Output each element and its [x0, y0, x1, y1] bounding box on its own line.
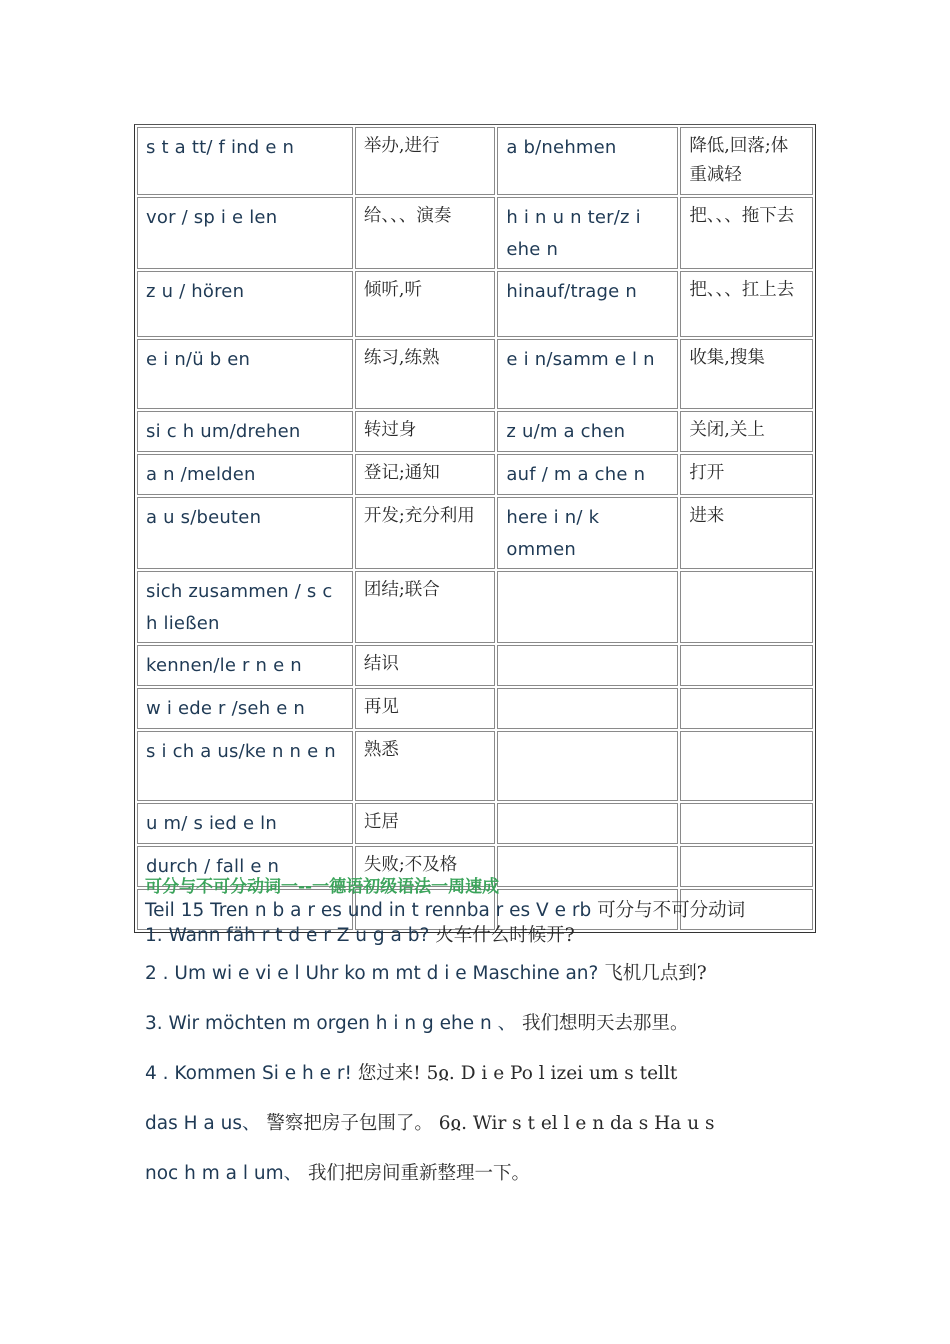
chinese-meaning-cell: 进来 [680, 497, 813, 569]
chinese-meaning-cell: 把、、、扛上去 [680, 271, 813, 337]
chinese-meaning-cell: 结识 [355, 645, 495, 686]
german-verb-cell: z u/m a chen [497, 411, 678, 452]
german-text: 1. Wann fäh r t d e r Z u g a b? [145, 925, 436, 946]
chinese-text: 火车什么时候开? [435, 925, 575, 946]
german-verb-cell: e i n/ü b en [137, 339, 353, 409]
table-row [137, 803, 813, 844]
german-text: 2 . Um wi e vi e l Uhr ko m mt d i e Maschine an? [145, 963, 605, 984]
chinese-meaning-cell [680, 645, 813, 686]
text-line-3 [145, 959, 707, 985]
table-row [137, 688, 813, 729]
german-verb-cell [497, 645, 678, 686]
text-line-2 [145, 921, 575, 947]
german-verb-cell: w i ede r /seh e n [137, 688, 353, 729]
german-verb-cell: h i n u n ter/z i ehe n [497, 197, 678, 269]
german-verb-cell: a u s/beuten [137, 497, 353, 569]
german-text: Teil 15 Tren n b a r es und in t rennba r es V e rb [145, 900, 598, 921]
chinese-meaning-cell: 再见 [355, 688, 495, 729]
german-text: noc h m a l um、 [145, 1163, 308, 1184]
chinese-meaning-cell: 打开 [680, 454, 813, 495]
german-verb-cell: u m/ s ied e ln [137, 803, 353, 844]
chinese-text: 我们想明天去那里。 [521, 1013, 689, 1034]
chinese-text: 可分与不可分动词 [597, 900, 746, 921]
text-line-5 [145, 1059, 677, 1085]
german-verb-cell: kennen/le r n e n [137, 645, 353, 686]
german-verb-cell: z u / hören [137, 271, 353, 337]
german-verb-cell: hinauf/trage n [497, 271, 678, 337]
table-row [137, 127, 813, 195]
chinese-meaning-cell: 熟悉 [355, 731, 495, 801]
german-verb-cell [497, 803, 678, 844]
german-verb-cell: sich zusammen / s c h ließen [137, 571, 353, 643]
table-row [137, 571, 813, 643]
table-row [137, 197, 813, 269]
table-row [137, 731, 813, 801]
german-verb-cell: durch / fall e n [137, 846, 353, 887]
german-verb-cell: s t a tt/ f ind e n [137, 127, 353, 195]
german-verb-cell [497, 731, 678, 801]
german-verb-cell: e i n/samm e l n [497, 339, 678, 409]
chinese-meaning-cell: 关闭,关上 [680, 411, 813, 452]
chinese-text: 您过来! 5ჲ. D i e Po l izei um s tellt [357, 1063, 678, 1084]
german-text: 4 . Kommen Si e h e r! [145, 1063, 358, 1084]
chinese-text: 警察把房子包围了。 6ჲ. Wir s t el l e n da s Ha u s [266, 1113, 715, 1134]
table-row [137, 339, 813, 409]
section-heading: 可分与不可分动词一--一德语初级语法一周速成 [145, 877, 500, 897]
german-verb-cell [497, 571, 678, 643]
table-row [137, 497, 813, 569]
chinese-meaning-cell [680, 688, 813, 729]
text-line-4 [145, 1009, 688, 1035]
german-verb-cell [497, 688, 678, 729]
chinese-meaning-cell: 转过身 [355, 411, 495, 452]
chinese-text: 飞机几点到? [604, 963, 707, 984]
chinese-text: 我们把房间重新整理一下。 [307, 1163, 530, 1184]
table-row [137, 271, 813, 337]
vocabulary-table [134, 124, 816, 933]
chinese-meaning-cell: 迁居 [355, 803, 495, 844]
chinese-meaning-cell: 举办,进行 [355, 127, 495, 195]
chinese-meaning-cell: 登记;通知 [355, 454, 495, 495]
chinese-meaning-cell: 降低,回落;体重减轻 [680, 127, 813, 195]
chinese-meaning-cell: 把、、、拖下去 [680, 197, 813, 269]
chinese-meaning-cell: 给、、、演奏 [355, 197, 495, 269]
chinese-meaning-cell [680, 846, 813, 887]
text-line-6 [145, 1109, 715, 1135]
chinese-meaning-cell [680, 803, 813, 844]
german-verb-cell: vor / sp i e len [137, 197, 353, 269]
table-row [137, 454, 813, 495]
german-verb-cell [497, 846, 678, 887]
text-line-1 [145, 896, 745, 922]
chinese-meaning-cell: 练习,练熟 [355, 339, 495, 409]
german-text: das H a us、 [145, 1113, 267, 1134]
chinese-meaning-cell: 倾听,听 [355, 271, 495, 337]
table-row [137, 411, 813, 452]
chinese-meaning-cell: 失败;不及格 [355, 846, 495, 887]
chinese-meaning-cell: 收集,搜集 [680, 339, 813, 409]
chinese-meaning-cell [680, 571, 813, 643]
chinese-meaning-cell: 团结;联合 [355, 571, 495, 643]
german-verb-cell: a n /melden [137, 454, 353, 495]
chinese-meaning-cell: 开发;充分利用 [355, 497, 495, 569]
german-verb-cell: a b/nehmen [497, 127, 678, 195]
text-line-7 [145, 1159, 530, 1185]
german-text: 3. Wir möchten m orgen h i n g ehe n 、 [145, 1013, 522, 1034]
chinese-meaning-cell [680, 731, 813, 801]
german-verb-cell: si c h um/drehen [137, 411, 353, 452]
german-verb-cell: auf / m a che n [497, 454, 678, 495]
german-verb-cell: s i ch a us/ke n n e n [137, 731, 353, 801]
table-row [137, 645, 813, 686]
german-verb-cell: here i n/ k ommen [497, 497, 678, 569]
